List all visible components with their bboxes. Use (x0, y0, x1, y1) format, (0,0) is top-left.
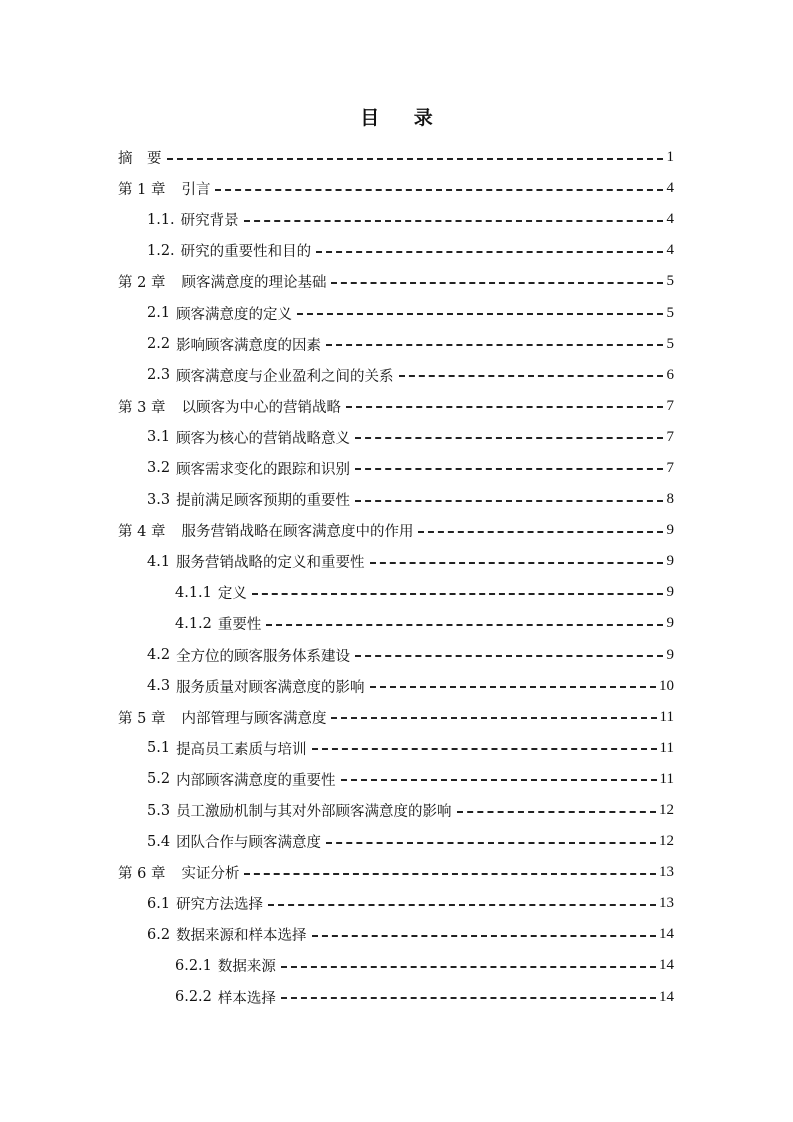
toc-entry-page: 8 (666, 491, 674, 508)
toc-entry-number: 3.3 (147, 491, 171, 508)
toc-entry-number: 3.2 (147, 460, 171, 477)
toc-entry-number: 3.1 (147, 429, 171, 446)
toc-title: 目 录 (360, 107, 447, 129)
toc-entry[interactable] (118, 266, 674, 297)
toc-entry[interactable] (118, 795, 674, 826)
dot-leader (341, 779, 657, 781)
toc-entry-number: 第 1 章 (118, 182, 166, 199)
toc-entry-label: 服务营销战略在顾客满意度中的作用 (181, 524, 414, 541)
toc-entry-number: 6.2.1 (175, 957, 212, 974)
toc-entry[interactable] (118, 577, 674, 608)
toc-entry-number: 第 6 章 (118, 866, 166, 883)
dot-leader (244, 220, 663, 222)
toc-entry-number: 2.3 (147, 367, 171, 384)
toc-entry-number: 1.2. (147, 242, 175, 259)
toc-entry-label: 顾客需求变化的跟踪和识别 (176, 461, 351, 478)
toc-entry[interactable] (118, 422, 674, 453)
dot-leader (346, 406, 663, 408)
toc-entry-number: 4.3 (147, 678, 171, 695)
toc-entry-number: 2.2 (147, 336, 171, 353)
toc-entry-label: 服务营销战略的定义和重要性 (176, 555, 365, 572)
dot-leader (167, 158, 664, 160)
toc-entry-page: 1 (666, 149, 674, 166)
dot-leader (418, 531, 663, 533)
toc-entry[interactable] (118, 671, 674, 702)
dot-leader (326, 344, 663, 346)
toc-entry-label: 全方位的顾客服务体系建设 (176, 648, 351, 665)
toc-entry-label: 影响顾客满意度的因素 (176, 337, 322, 354)
toc-entry-page: 4 (666, 180, 674, 197)
dot-leader (331, 717, 656, 719)
toc-entry-number: 5.2 (147, 771, 171, 788)
toc-entry-number: 第 4 章 (118, 524, 166, 541)
toc-entry-label: 研究背景 (180, 213, 239, 230)
toc-entry-number: 第 3 章 (118, 399, 166, 416)
dot-leader (252, 593, 663, 595)
toc-entry[interactable] (118, 857, 674, 888)
toc-entry-number: 5.1 (147, 740, 171, 757)
toc-entry-label: 以顾客为中心的营销战略 (181, 399, 341, 416)
toc-entry-label: 引言 (181, 182, 211, 199)
toc-entry-page: 4 (666, 211, 674, 228)
toc-entry-page: 11 (659, 708, 674, 725)
toc-entry-label: 提高员工素质与培训 (176, 741, 307, 758)
toc-entry[interactable] (118, 173, 674, 204)
toc-entry-page: 4 (666, 242, 674, 259)
dot-leader (399, 375, 663, 377)
toc-entry-label: 研究的重要性和目的 (180, 244, 312, 261)
toc-entry-page: 11 (659, 770, 674, 787)
dot-leader (370, 562, 663, 564)
toc-entry-page: 9 (666, 584, 674, 601)
toc-entry-label: 提前满足顾客预期的重要性 (176, 493, 351, 510)
toc-entry[interactable] (118, 142, 674, 173)
toc-entry-number: 4.1.1 (175, 584, 212, 601)
toc-entry[interactable] (118, 360, 674, 391)
toc-entry-label: 顾客为核心的营销战略意义 (176, 430, 351, 447)
toc-entry-page: 14 (659, 957, 674, 974)
dot-leader (281, 997, 656, 999)
dot-leader (370, 686, 656, 688)
dot-leader (312, 935, 656, 937)
toc-entry-page: 10 (659, 677, 674, 694)
toc-entry-label: 定义 (217, 586, 247, 603)
toc-entry[interactable] (118, 453, 674, 484)
dot-leader (355, 500, 663, 502)
toc-entry[interactable] (118, 826, 674, 857)
toc-entry-label: 顾客满意度的定义 (176, 306, 293, 323)
toc-entry[interactable] (118, 204, 674, 235)
toc-entry-label: 团队合作与顾客满意度 (176, 835, 322, 852)
toc-entry-label: 服务质量对顾客满意度的影响 (176, 679, 365, 696)
toc-entry-page: 9 (666, 615, 674, 632)
toc-entry[interactable] (118, 608, 674, 639)
toc-entry-label: 研究方法选择 (176, 897, 264, 914)
toc-entry-page: 7 (666, 397, 674, 414)
toc-entry[interactable] (118, 982, 674, 1013)
toc-entry-number: 1.1. (147, 211, 175, 228)
toc-entry-label: 顾客满意度的理论基础 (181, 275, 327, 292)
toc-entry[interactable] (118, 733, 674, 764)
toc-entry[interactable] (118, 235, 674, 266)
toc-entry-page: 12 (659, 802, 674, 819)
toc-entry-page: 9 (666, 646, 674, 663)
dot-leader (268, 904, 656, 906)
toc-entry-page: 14 (659, 988, 674, 1005)
toc-entry[interactable] (118, 546, 674, 577)
dot-leader (266, 624, 663, 626)
toc-entry[interactable] (118, 950, 674, 981)
dot-leader (355, 437, 663, 439)
toc-entry[interactable] (118, 640, 674, 671)
toc-entry-page: 6 (666, 366, 674, 383)
dot-leader (355, 655, 663, 657)
toc-entry-label: 数据来源和样本选择 (176, 928, 307, 945)
toc-entry-number: 6.1 (147, 895, 171, 912)
toc-entry-number: 4.2 (147, 647, 171, 664)
toc-entry-label: 样本选择 (217, 990, 276, 1007)
toc-entry-number: 6.2.2 (175, 989, 212, 1006)
toc-entry-page: 5 (666, 273, 674, 290)
dot-leader (316, 251, 663, 253)
toc-entry-label: 员工激励机制与其对外部顾客满意度的影响 (176, 804, 452, 821)
toc-entry-label: 摘 要 (118, 151, 162, 168)
toc-entry-page: 7 (666, 459, 674, 476)
toc-entry[interactable] (118, 702, 674, 733)
dot-leader (244, 873, 656, 875)
toc-entry-number: 6.2 (147, 926, 171, 943)
dot-leader (281, 966, 656, 968)
table-of-contents (118, 142, 674, 1013)
toc-entry-label: 数据来源 (217, 959, 276, 976)
toc-entry-label: 内部顾客满意度的重要性 (176, 772, 336, 789)
toc-entry-number: 5.3 (147, 802, 171, 819)
toc-entry-page: 9 (666, 553, 674, 570)
toc-entry-page: 13 (659, 895, 674, 912)
toc-entry-page: 13 (659, 864, 674, 881)
toc-entry-page: 7 (666, 428, 674, 445)
toc-entry-number: 2.1 (147, 305, 171, 322)
toc-entry-number: 4.1.2 (175, 615, 212, 632)
toc-entry[interactable] (118, 888, 674, 919)
toc-entry-number: 第 2 章 (118, 275, 166, 292)
toc-entry[interactable] (118, 515, 674, 546)
toc-entry-label: 内部管理与顾客满意度 (181, 710, 327, 727)
toc-entry[interactable] (118, 391, 674, 422)
toc-entry-number: 4.1 (147, 553, 171, 570)
toc-entry-label: 顾客满意度与企业盈利之间的关系 (176, 368, 394, 385)
toc-entry-page: 9 (666, 522, 674, 539)
dot-leader (331, 282, 663, 284)
dot-leader (312, 748, 657, 750)
toc-entry[interactable] (118, 329, 674, 360)
toc-entry-page: 12 (659, 833, 674, 850)
toc-entry-page: 5 (666, 335, 674, 352)
toc-entry-page: 14 (659, 926, 674, 943)
toc-entry[interactable] (118, 919, 674, 950)
toc-entry-page: 5 (666, 304, 674, 321)
toc-entry-label: 重要性 (217, 617, 262, 634)
dot-leader (297, 313, 663, 315)
dot-leader (326, 842, 656, 844)
toc-entry-number: 第 5 章 (118, 710, 166, 727)
toc-entry-number: 5.4 (147, 833, 171, 850)
toc-entry[interactable] (118, 297, 674, 328)
toc-entry[interactable] (118, 484, 674, 515)
toc-entry-page: 11 (659, 739, 674, 756)
toc-entry[interactable] (118, 764, 674, 795)
dot-leader (215, 189, 663, 191)
toc-entry-label: 实证分析 (181, 866, 240, 883)
dot-leader (355, 468, 663, 470)
dot-leader (457, 811, 656, 813)
